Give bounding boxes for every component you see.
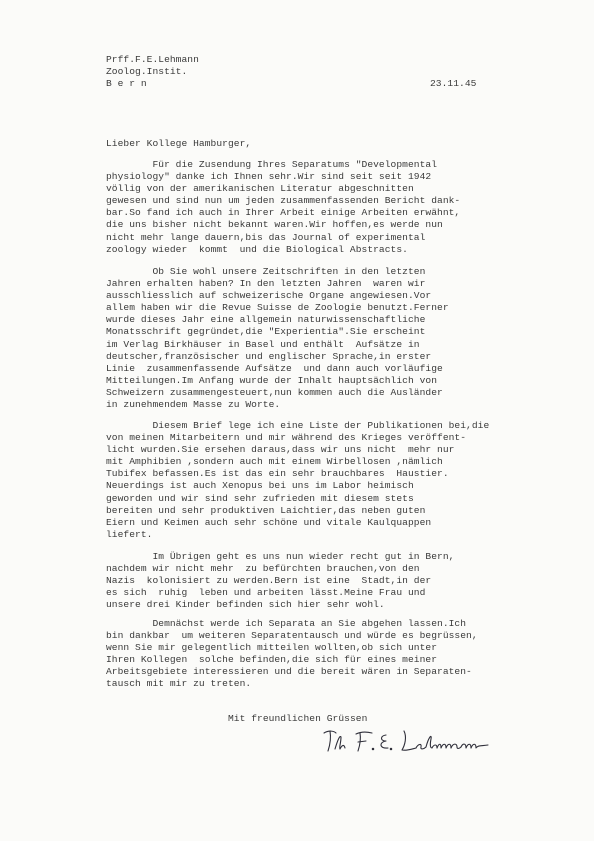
text-line: die uns bisher nicht bekannt waren.Wir hoffen,es werde nun [106,219,443,231]
text-line: nicht mehr lange dauern,bis das Journal of experimental [106,231,426,243]
letter-date: 23.11.45 [430,78,477,89]
text-line: bar.So fand ich auch in Ihrer Arbeit einige Arbeiten erwähnt, [106,207,461,219]
text-line: bin dankbar um weiteren Separatentausch und würde es begrüssen, [106,630,478,642]
sender-institute: Zoolog.Instit. [106,66,188,78]
text-line: ausschliesslich auf schweizerische Organe angewiesen.Vor [106,290,432,302]
text-line: bereiten und sehr produktiven Laichtier,das neben guten [106,504,426,516]
text-line: mit Amphibien ,sondern auch mit einem Wirbellosen ,nämlich [106,456,443,468]
text-line: völlig von der amerikanischen Literatur abgeschnitten [106,183,414,195]
text-line: allem haben wir die Revue Suisse de Zoologie benutzt.Ferner [106,302,449,314]
text-line: Schweizern zusammengesteuert,nun kommen auch die Ausländer [106,386,443,398]
text-line: licht wurden.Sie ersehen daraus,dass wir uns nicht mehr nur [106,444,455,456]
text-line: Arbeitsgebiete interessieren und die bereit wären in Separaten- [106,666,472,678]
text-line: deutscher,französischer und englischer Sprache,in erster [106,350,432,362]
paragraph-2 [106,266,566,411]
text-line: wenn Sie mir gelegentlich mitteilen wollten,ob sich unter [106,642,438,654]
text-line: Tubifex befassen.Es ist das ein sehr brauchbares Haustier. [106,468,449,480]
text-line: Monatsschrift gegründet,die "Experientia".Sie erscheint [106,326,426,338]
text-line: Ihren Kollegen solche befinden,die sich für eines meiner [106,654,438,666]
text-line: unsere drei Kinder befinden sich hier sehr wohl. [106,599,385,611]
salutation: Lieber Kollege Hamburger, [106,138,252,149]
text-line: in zunehmendem Masse zu Worte. [106,399,281,411]
text-line: Linie zusammenfassende Aufsätze und dann auch vorläufige [106,362,443,374]
paragraph-3 [106,420,566,541]
paragraph-4 [106,551,566,611]
sender-name: Prff.F.E.Lehmann [106,54,199,65]
closing: Mit freundlichen Grüssen [228,713,368,724]
text-line: von meinen Mitarbeitern und mir während des Krieges veröffent- [106,432,467,444]
text-line: gewesen und sind nun um jeden zusammenfassenden Bericht dank- [106,195,461,207]
text-line: Demnächst werde ich Separata an Sie abgehen lassen.Ich [106,618,467,629]
handwritten-signature [320,727,510,755]
sender-city: B e r n [106,78,147,90]
text-line: es sich ruhig leben und arbeiten lässt.Meine Frau und [106,587,426,599]
paragraph-5 [106,618,566,691]
text-line: tausch mit mir zu treten. [106,678,252,690]
text-line: im Verlag Birkhäuser in Basel und enthält Aufsätze in [106,338,420,350]
text-line: Ob Sie wohl unsere Zeitschriften in den letzten [106,266,426,277]
text-line: Eiern und Keimen auch sehr schöne und vitale Kaulquappen [106,516,432,528]
text-line: Diesem Brief lege ich eine Liste der Publikationen bei,die [106,420,490,431]
text-line: Neuerdings ist auch Xenopus bei uns im Labor heimisch [106,480,414,492]
text-line: Nazis kolonisiert zu werden.Bern ist eine Stadt,in der [106,575,432,587]
text-line: Jahren erhalten haben? In den letzten Jahren waren wir [106,278,426,290]
text-line: wurde dieses Jahr eine allgemein naturwissenschaftliche [106,314,426,326]
text-line: nachdem wir nicht mehr zu befürchten brauchen,von den [106,563,420,575]
text-line: Im Übrigen geht es uns nun wieder recht gut in Bern, [106,551,455,562]
sender-block [106,54,199,91]
paragraph-1 [106,159,566,256]
text-line: liefert. [106,528,153,540]
text-line: physiology" danke ich Ihnen sehr.Wir sind seit seit 1942 [106,171,432,183]
text-line: zoology wieder kommt und die Biological Abstracts. [106,243,408,255]
text-line: Mitteilungen.Im Anfang wurde der Inhalt hauptsächlich von [106,374,438,386]
text-line: Für die Zusendung Ihres Separatums "Developmental [106,159,438,170]
text-line: geworden und wir sind sehr zufrieden mit diesem stets [106,492,414,504]
